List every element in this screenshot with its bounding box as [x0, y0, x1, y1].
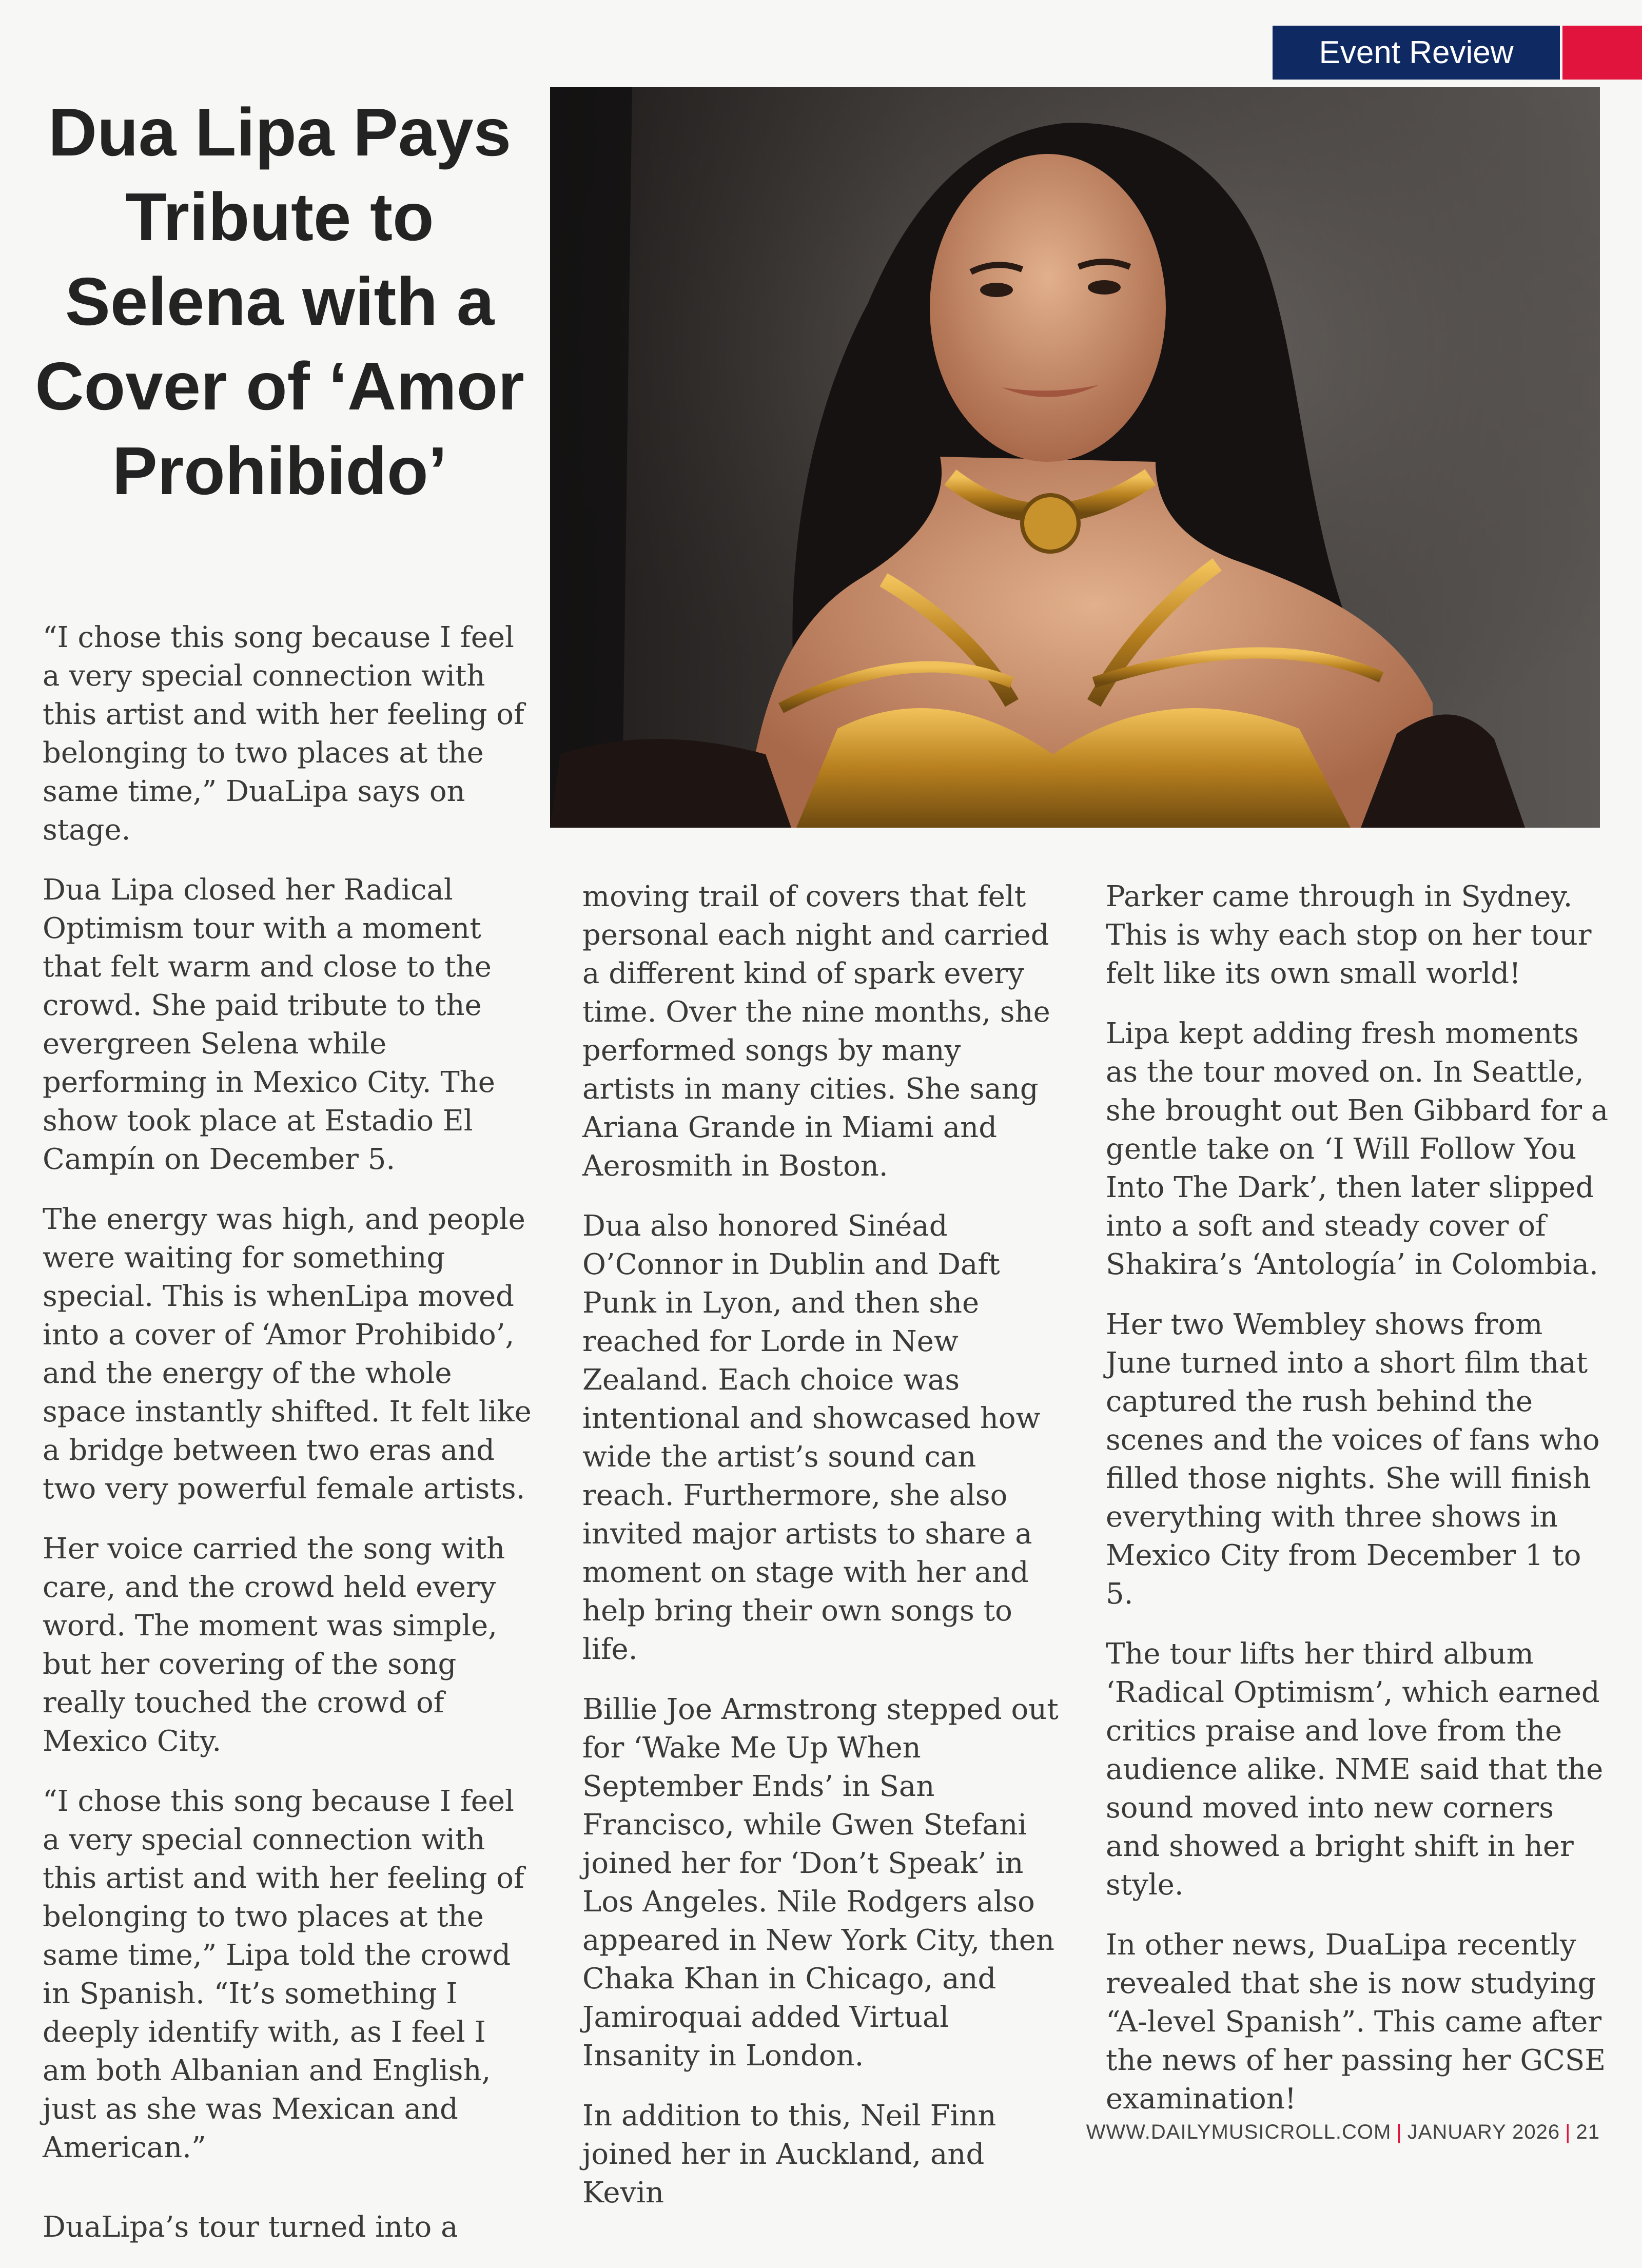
- article-column-2: [582, 877, 1060, 2234]
- article-photo: [550, 87, 1600, 828]
- paragraph: Parker came through in Sydney. This is why each stop on her tour felt like its own small world!: [1106, 880, 1592, 990]
- paragraph: Dua also honored Sinéad O’Connor in Dublin and Daft Punk in Lyon, and then she reached for Lorde in New Zealand. Each choice was intentional and showcased how wide the artist’s sound can reach. Furthermore, she also invited major artists to share a moment on stage with her and help bring their own songs to life.: [582, 1209, 1041, 1666]
- page-footer: [1086, 2121, 1600, 2144]
- paragraph: In other news, DuaLipa recently revealed that she is now studying “A-level Spanish”. This came after the news of her passing her GCSE examination!: [1106, 1928, 1606, 2116]
- article-column-1: [43, 618, 535, 2268]
- paragraph: Her two Wembley shows from June turned into a short film that captured the rush behind the scenes and the voices of fans who filled those nights. She will finish everything with three shows in Mexico City from December 1 to 5.: [1106, 1308, 1600, 1611]
- paragraph: Her voice carried the song with care, and the crowd held every word. The moment was simple, but her covering of the song really touched the crowd of Mexico City.: [43, 1532, 505, 1758]
- portrait-photo-icon: [550, 87, 1600, 828]
- pull-quote: “I chose this song because I feel a very special connection with this artist and with her feeling of belonging to two places at the same time,” DuaLipa says on stage.: [43, 621, 524, 847]
- paragraph: Billie Joe Armstrong stepped out for ‘Wake Me Up When September Ends’ in San Francisco, while Gwen Stefani joined her for ‘Don’t Speak’ in Los Angeles. Nile Rodgers also appeared in New York City, then Chaka Khan in Chicago, and Jamiroquai added Virtual Insanity in London.: [582, 1693, 1059, 2073]
- footer-separator: |: [1396, 2121, 1402, 2143]
- article-column-3: [1106, 877, 1609, 2140]
- paragraph: Lipa kept adding fresh moments as the tour moved on. In Seattle, she brought out Ben Gibbard for a gentle take on ‘I Will Follow You Into The Dark’, then later slipped into a soft and steady cover of Shakira’s ‘Antología’ in Colombia.: [1106, 1017, 1609, 1281]
- footer-date: JANUARY 2026: [1407, 2121, 1560, 2143]
- paragraph: DuaLipa’s tour turned into a: [43, 2211, 458, 2244]
- paragraph: The tour lifts her third album ‘Radical Optimism’, which earned critics praise and love from the audience alike. NME said that the sound moved into new corners and showed a bright shift in her style.: [1106, 1637, 1604, 1902]
- paragraph: The energy was high, and people were waiting for something special. This is whenLipa moved into a cover of ‘Amor Prohibido’, and the energy of the whole space instantly shifted. It felt like a bridge between two eras and two very powerful female artists.: [43, 1203, 532, 1506]
- page-number: 21: [1576, 2121, 1600, 2143]
- article-headline: Dua Lipa Pays Tribute to Selena with a Cover of ‘Amor Prohibido’: [35, 94, 524, 509]
- section-tag-label: Event Review: [1319, 35, 1514, 70]
- paragraph: moving trail of covers that felt personal each night and carried a different kind of spark every time. Over the nine months, she performed songs by many artists in many cities. She sang Ariana Grande in Miami and Aerosmith in Boston.: [582, 880, 1050, 1183]
- paragraph: Dua Lipa closed her Radical Optimism tour with a moment that felt warm and close to the crowd. She paid tribute to the evergreen Selena while performing in Mexico City. The show took place at Estadio El Campín on December 5.: [43, 873, 495, 1176]
- paragraph: “I chose this song because I feel a very special connection with this artist and with her feeling of belonging to two places at the same time,” Lipa told the crowd in Spanish. “It’s something I deeply identify with, as I feel I am both Albanian and English, just as she was Mexican and American.”: [43, 1785, 524, 2164]
- section-tag: [1273, 26, 1560, 80]
- footer-separator: |: [1565, 2121, 1571, 2143]
- section-tag-accent: [1562, 26, 1642, 80]
- footer-site-url[interactable]: WWW.DAILYMUSICROLL.COM: [1086, 2121, 1392, 2143]
- paragraph: In addition to this, Neil Finn joined her in Auckland, and Kevin: [582, 2099, 996, 2210]
